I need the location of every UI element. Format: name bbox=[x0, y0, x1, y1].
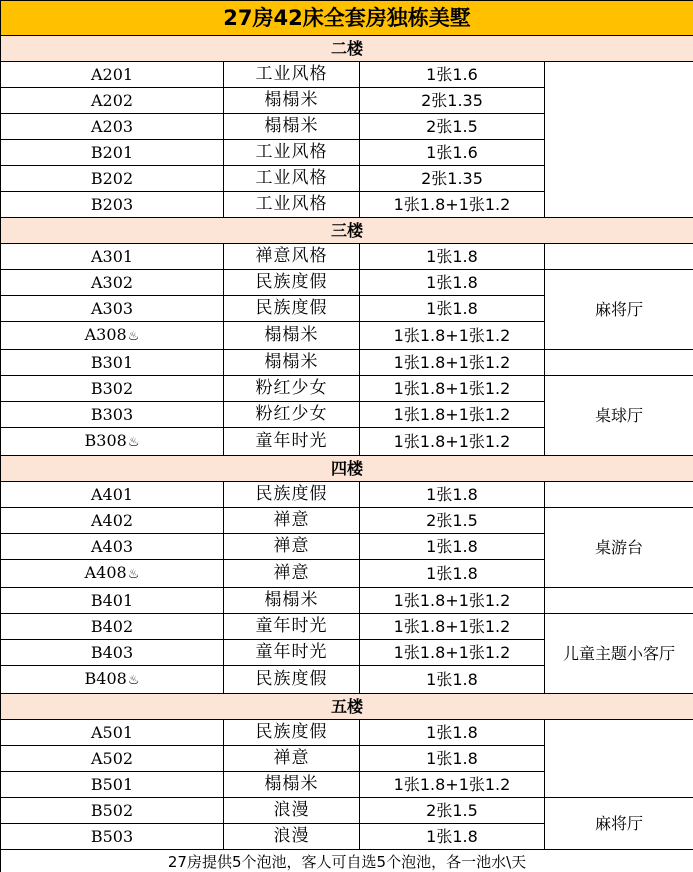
room-style-cell: 工业风格 bbox=[224, 62, 360, 88]
room-number: A203 bbox=[90, 117, 134, 136]
bed-config-cell: 1张1.6 bbox=[360, 140, 545, 166]
room-style-cell: 工业风格 bbox=[224, 192, 360, 218]
floor-header-row bbox=[1, 218, 693, 244]
room-number-cell bbox=[1, 270, 224, 296]
room-number: B503 bbox=[90, 827, 134, 846]
room-style-cell: 民族度假 bbox=[224, 666, 360, 694]
room-number-cell bbox=[1, 192, 224, 218]
room-number: A301 bbox=[90, 247, 134, 266]
floor-header-row bbox=[1, 36, 693, 62]
table-row bbox=[1, 376, 693, 402]
room-style-cell: 民族度假 bbox=[224, 482, 360, 508]
room-style-cell: 粉红少女 bbox=[224, 402, 360, 428]
room-number-cell bbox=[1, 350, 224, 376]
table-row bbox=[1, 798, 693, 824]
bed-config-cell: 1张1.8+1张1.2 bbox=[360, 350, 545, 376]
hot-spring-icon: ♨ bbox=[127, 329, 140, 344]
room-number-cell bbox=[1, 402, 224, 428]
amenity-cell bbox=[545, 62, 693, 218]
room-number: A303 bbox=[90, 299, 134, 318]
room-number-cell bbox=[1, 588, 224, 614]
room-number-cell bbox=[1, 508, 224, 534]
bed-config-cell: 1张1.8 bbox=[360, 296, 545, 322]
table-row bbox=[1, 62, 693, 88]
bed-config-cell: 1张1.8+1张1.2 bbox=[360, 402, 545, 428]
amenity-cell: 桌游台 bbox=[545, 508, 693, 588]
room-number-cell bbox=[1, 296, 224, 322]
bed-config-cell: 1张1.8+1张1.2 bbox=[360, 322, 545, 350]
room-style-cell: 禅意风格 bbox=[224, 244, 360, 270]
room-style-cell: 浪漫 bbox=[224, 824, 360, 850]
room-number-cell bbox=[1, 746, 224, 772]
bed-config-cell: 1张1.8 bbox=[360, 560, 545, 588]
table-row bbox=[1, 244, 693, 270]
room-number-cell bbox=[1, 428, 224, 456]
room-style-cell: 榻榻米 bbox=[224, 350, 360, 376]
floor-label: 四楼 bbox=[1, 456, 693, 482]
bed-config-cell: 1张1.8+1张1.2 bbox=[360, 588, 545, 614]
room-number: B403 bbox=[90, 643, 134, 662]
room-style-cell: 禅意 bbox=[224, 534, 360, 560]
room-style-cell: 禅意 bbox=[224, 560, 360, 588]
bed-config-cell: 1张1.8+1张1.2 bbox=[360, 192, 545, 218]
room-number-cell bbox=[1, 244, 224, 270]
room-number: B303 bbox=[90, 405, 134, 424]
bed-config-cell: 1张1.8+1张1.2 bbox=[360, 640, 545, 666]
bed-config-cell: 1张1.8 bbox=[360, 270, 545, 296]
room-style-cell: 榻榻米 bbox=[224, 114, 360, 140]
table-row bbox=[1, 614, 693, 640]
floor-header-row bbox=[1, 456, 693, 482]
room-number: A302 bbox=[90, 273, 134, 292]
bed-config-cell: 2张1.35 bbox=[360, 88, 545, 114]
title-row bbox=[1, 1, 693, 36]
room-number: A502 bbox=[90, 749, 134, 768]
room-number-cell bbox=[1, 824, 224, 850]
bed-config-cell: 1张1.8+1张1.2 bbox=[360, 614, 545, 640]
room-style-cell: 粉红少女 bbox=[224, 376, 360, 402]
room-number-cell bbox=[1, 114, 224, 140]
room-number-cell bbox=[1, 482, 224, 508]
hot-spring-icon: ♨ bbox=[127, 435, 140, 450]
room-style-cell: 浪漫 bbox=[224, 798, 360, 824]
room-number-cell bbox=[1, 798, 224, 824]
note-row bbox=[1, 850, 693, 872]
room-number: A202 bbox=[90, 91, 134, 110]
bed-config-cell: 2张1.35 bbox=[360, 166, 545, 192]
bed-config-cell: 2张1.5 bbox=[360, 114, 545, 140]
footer-note: 27房提供5个泡池，客人可自选5个泡池，各一池水\天 bbox=[1, 850, 693, 872]
room-number: B301 bbox=[90, 353, 134, 372]
room-number: B202 bbox=[90, 169, 134, 188]
room-number-cell bbox=[1, 166, 224, 192]
room-style-cell: 童年时光 bbox=[224, 614, 360, 640]
room-style-cell: 民族度假 bbox=[224, 296, 360, 322]
amenity-cell: 桌球厅 bbox=[545, 376, 693, 456]
bed-config-cell: 1张1.8 bbox=[360, 534, 545, 560]
table-row bbox=[1, 508, 693, 534]
table-title: 27房42床全套房独栋美墅 bbox=[1, 1, 693, 36]
amenity-cell: 麻将厅 bbox=[545, 270, 693, 350]
amenity-cell bbox=[545, 482, 693, 508]
room-style-cell: 工业风格 bbox=[224, 140, 360, 166]
bed-config-cell: 1张1.8+1张1.2 bbox=[360, 376, 545, 402]
room-number-cell bbox=[1, 88, 224, 114]
floor-label: 二楼 bbox=[1, 36, 693, 62]
room-number-cell bbox=[1, 376, 224, 402]
bed-config-cell: 2张1.5 bbox=[360, 798, 545, 824]
bed-config-cell: 2张1.5 bbox=[360, 508, 545, 534]
room-style-cell: 童年时光 bbox=[224, 428, 360, 456]
room-number: B401 bbox=[90, 591, 134, 610]
room-number: A201 bbox=[90, 65, 134, 84]
table-row bbox=[1, 350, 693, 376]
room-number-cell bbox=[1, 614, 224, 640]
room-number-cell bbox=[1, 640, 224, 666]
bed-config-cell: 1张1.8 bbox=[360, 666, 545, 694]
room-style-cell: 榻榻米 bbox=[224, 588, 360, 614]
room-style-cell: 民族度假 bbox=[224, 720, 360, 746]
floor-label: 五楼 bbox=[1, 694, 693, 720]
room-number-cell bbox=[1, 560, 224, 588]
bed-config-cell: 1张1.8 bbox=[360, 746, 545, 772]
amenity-cell: 麻将厅 bbox=[545, 798, 693, 850]
bed-config-cell: 1张1.8 bbox=[360, 244, 545, 270]
table-row bbox=[1, 270, 693, 296]
room-number: B501 bbox=[90, 775, 134, 794]
room-number-cell bbox=[1, 322, 224, 350]
table-row bbox=[1, 588, 693, 614]
room-number: B201 bbox=[90, 143, 134, 162]
amenity-cell bbox=[545, 588, 693, 614]
room-number: A402 bbox=[90, 511, 134, 530]
room-number-cell bbox=[1, 534, 224, 560]
room-number: A401 bbox=[90, 485, 134, 504]
room-number: B402 bbox=[90, 617, 134, 636]
room-number: A408 bbox=[84, 563, 127, 582]
room-number-cell bbox=[1, 666, 224, 694]
bed-config-cell: 1张1.8 bbox=[360, 720, 545, 746]
room-number: A308 bbox=[84, 325, 127, 344]
bed-config-cell: 1张1.6 bbox=[360, 62, 545, 88]
room-number: A403 bbox=[90, 537, 134, 556]
room-style-cell: 榻榻米 bbox=[224, 772, 360, 798]
bed-config-cell: 1张1.8+1张1.2 bbox=[360, 428, 545, 456]
room-number: B302 bbox=[90, 379, 134, 398]
amenity-cell: 儿童主题小客厅 bbox=[545, 614, 693, 694]
room-style-cell: 禅意 bbox=[224, 508, 360, 534]
room-number-cell bbox=[1, 720, 224, 746]
table-row bbox=[1, 720, 693, 746]
room-style-cell: 榻榻米 bbox=[224, 88, 360, 114]
amenity-cell bbox=[545, 244, 693, 270]
floor-label: 三楼 bbox=[1, 218, 693, 244]
hot-spring-icon: ♨ bbox=[127, 673, 140, 688]
bed-config-cell: 1张1.8+1张1.2 bbox=[360, 772, 545, 798]
room-number: B408 bbox=[84, 669, 127, 688]
room-number-cell bbox=[1, 140, 224, 166]
bed-config-cell: 1张1.8 bbox=[360, 824, 545, 850]
room-number: A501 bbox=[90, 723, 134, 742]
room-number: B308 bbox=[84, 431, 127, 450]
room-number: B502 bbox=[90, 801, 134, 820]
bed-config-cell: 1张1.8 bbox=[360, 482, 545, 508]
room-number: B203 bbox=[90, 195, 134, 214]
room-style-cell: 童年时光 bbox=[224, 640, 360, 666]
amenity-cell bbox=[545, 720, 693, 798]
room-style-cell: 榻榻米 bbox=[224, 322, 360, 350]
room-style-cell: 工业风格 bbox=[224, 166, 360, 192]
amenity-cell bbox=[545, 350, 693, 376]
table-row bbox=[1, 482, 693, 508]
floor-header-row bbox=[1, 694, 693, 720]
room-style-cell: 禅意 bbox=[224, 746, 360, 772]
hot-spring-icon: ♨ bbox=[127, 567, 140, 582]
room-style-cell: 民族度假 bbox=[224, 270, 360, 296]
room-number-cell bbox=[1, 62, 224, 88]
room-number-cell bbox=[1, 772, 224, 798]
